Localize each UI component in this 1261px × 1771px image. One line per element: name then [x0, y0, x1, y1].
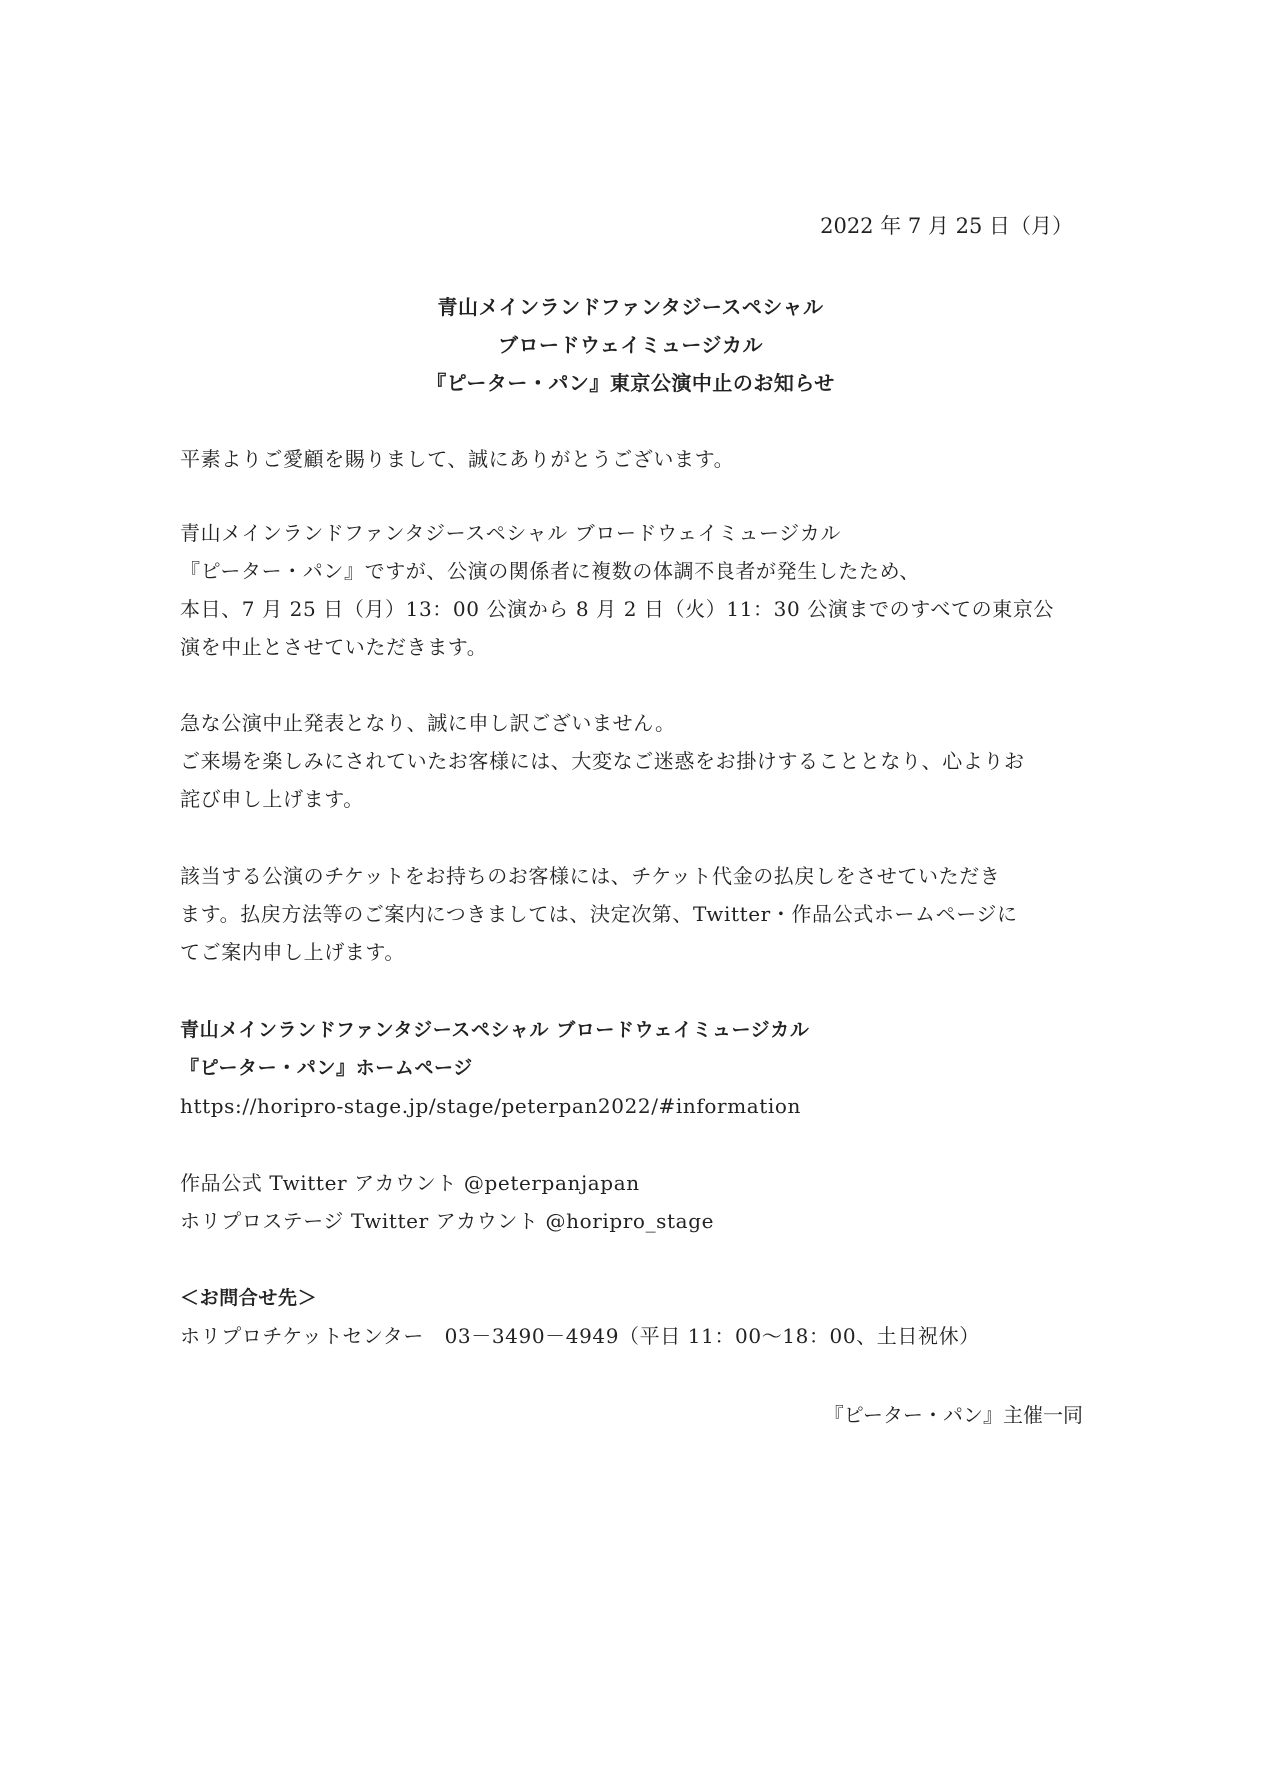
notice-title [0, 288, 1261, 402]
homepage-section [180, 1011, 1085, 1125]
title-line-3: 『ピーター・パン』東京公演中止のお知らせ [426, 371, 835, 395]
notice-date: 2022 年 7 月 25 日（月） [820, 214, 1073, 238]
contact-line: ホリプロチケットセンター 03－3490－4949（平日 11：00～18：00、土日祝休） [180, 1324, 980, 1348]
paragraph-line: 『ピーター・パン』ですが、公演の関係者に複数の体調不良者が発生したため、 [180, 559, 920, 583]
paragraph-line: ご来場を楽しみにされていたお客様には、大変なご迷惑をお掛けすることとなり、心よりお [180, 749, 1025, 773]
twitter-section [180, 1164, 1085, 1240]
paragraph-line: ます。払戻方法等のご案内につきましては、決定次第、Twitter・作品公式ホームページに [180, 902, 1018, 926]
paragraph-line: 該当する公演のチケットをお持ちのお客様には、チケット代金の払戻しをさせていただき [180, 864, 1001, 888]
paragraph-line: 演を中止とさせていただきます。 [180, 635, 488, 659]
twitter-official-account: 作品公式 Twitter アカウント @peterpanjapan [180, 1171, 640, 1195]
cancellation-paragraph [180, 514, 1085, 666]
paragraph-line: 本日、7 月 25 日（月）13：00 公演から 8 月 2 日（火）11：30 公演までのすべての東京公 [180, 597, 1055, 621]
paragraph-line: 詫び申し上げます。 [180, 787, 364, 811]
greeting-text: 平素よりご愛顧を賜りまして、誠にありがとうございます。 [180, 447, 735, 471]
homepage-heading: 青山メインランドファンタジースペシャル ブロードウェイミュージカル [180, 1019, 810, 1041]
title-line-1: 青山メインランドファンタジースペシャル [437, 295, 824, 319]
paragraph-line: 青山メインランドファンタジースペシャル ブロードウェイミュージカル [180, 521, 841, 545]
homepage-heading-title: 『ピーター・パン』ホームページ [180, 1057, 473, 1079]
paragraph-line: 急な公演中止発表となり、誠に申し訳ございません。 [180, 711, 676, 735]
contact-section [180, 1279, 1085, 1355]
paragraph-line: てご案内申し上げます。 [180, 940, 405, 964]
closing-signature: 『ピーター・パン』主催一同 [823, 1403, 1083, 1427]
title-line-2: ブロードウェイミュージカル [498, 333, 763, 357]
apology-paragraph [180, 704, 1085, 818]
refund-paragraph [180, 857, 1085, 971]
homepage-url-link[interactable]: https://horipro-stage.jp/stage/peterpan2022/#information [180, 1094, 802, 1118]
greeting-section [180, 440, 1085, 478]
contact-heading: ＜お問合せ先＞ [180, 1287, 318, 1309]
twitter-horipro-account: ホリプロステージ Twitter アカウント @horipro_stage [180, 1209, 715, 1233]
